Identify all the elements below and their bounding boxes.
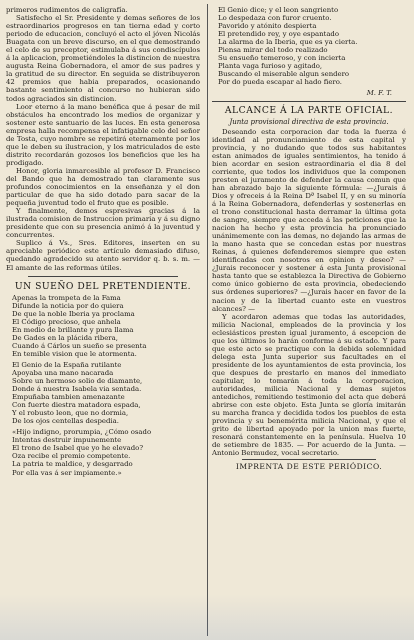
right-column <box>212 6 406 636</box>
left-column <box>6 6 200 636</box>
verse-line: El Código precioso, que anhela <box>12 317 121 326</box>
verse-line: La alarma de la Iberia, que es ya cierta. <box>218 38 358 47</box>
paragraph: Y acordaron ademas que todas las autoridades, milicia Nacional, empleados de la provincia y los eclesiásticos presten igual juramento, á escepcion de que los últimos lo harán conforme á su estado. Y para que este acto se practique con la debida solemnidad delega esta Junta superior sus facultades en el presidente de los ayuntamientos de esta provincia, los que despues de prestarlo en manos del inmediato capitular, lo tomarán á toda la corporacion, autoridades, milicia Nacional y demas sujetos antedichos, remitiendo testimonio del acta que deberá abrirse con este objeto. Esta Junta se gloría imitarán su marcha franca y decidida todos los pueblos de esta provincia y su benemérita milicia Nacional, y que el grito de libertad apoyado por la union mas fuerte, resonará constantemente en la península. Huelva 10 de setiembre de 1835. — Por acuerdo de la Junta. — Antonio Bermudez, vocal secretario. <box>212 312 406 458</box>
imprint-footer: IMPRENTA DE ESTE PERIÓDICO. <box>235 462 383 472</box>
verse-line: Empuñaba tambien amenazante <box>12 393 125 402</box>
verse-line: Su ensueño temeroso, y con incierta <box>218 54 346 63</box>
verse-line: Cuando á Cárlos un sueño se presenta <box>12 341 147 350</box>
section-heading: ALCANCE Á LA PARTE OFICIAL. <box>224 104 394 116</box>
column-divider <box>207 4 208 636</box>
verse-line: «Hijo indigno, prorumpia, ¿Cómo osado <box>12 428 152 437</box>
paragraph: primeros rudimentos de caligrafía. <box>6 6 128 14</box>
paragraph: Deseando esta corporacion dar toda la fuerza é identidad al pronunciamiento de esta capital y provincia, y no dudando que todos sus habitantes estan animados de iguales sentimientos, ha tenido á bien acordar en sesion estraordinaria el dia 8 del corriente, que todos los individuos que la componen presten el juramento de defender la causa comun que han abrazado bajo la siguiente fórmula: —¿Jurais á Dios y ofreceis á la Reina Dª Isabel II, y en su minoría á la Reina Gobernadora, defenderlas y sostenerlas en el trono constitucional hasta derramar la última gota de sangre, siempre que acceda á las peticiones que la nacion ha hecho y esta provincia ha pronunciado unánimemente con las demas, no dejando las armas de la mano hasta que se concedan estas por nuestras Reinas, á quienes defenderemos siempre que esten identificadas con nosotros en opinion y deseo? —¿Jurais reconocer y sostener á esta Junta provisional hasta tanto que se establezca la Directiva de Gobierno como único gobierno de esta provincia, obedeciendo sus órdenes superiores? —¿Jurais hacer en favor de la nacion y de la libertad cuanto este en vuestros alcances? — <box>212 127 406 313</box>
verse-line: Apoyaba una mano nacarada <box>12 368 114 377</box>
verse-line: Y el robusto leon, que no dormia, <box>12 409 129 418</box>
verse-line: Planta vaga furioso y agitado, <box>218 62 323 71</box>
verse-line: Apenas la trompeta de la Fama <box>12 293 121 302</box>
verse-line: La patria te maldice, y desgarrado <box>12 460 133 469</box>
verse-line: Por do pueda escapar al hado fiero. <box>218 78 342 87</box>
stanza <box>12 294 200 358</box>
verse-line: Lo despedaza con furor cruento. <box>218 14 332 23</box>
verse-line: Sobre un hermoso solio de diamante, <box>12 377 143 386</box>
verse-line: Por ella vas á ser impiamente.» <box>12 468 122 477</box>
verse-line: De Gades en la plácida ribera, <box>12 333 118 342</box>
verse-line: El pretendido rey, y oye espantado <box>218 30 339 39</box>
verse-line: De los ojos centellas despedia. <box>12 417 119 426</box>
verse-line: El Genio de la España rutilante <box>12 360 122 369</box>
verse-line: En temible vision que le atormenta. <box>12 349 137 358</box>
separator-rule <box>28 276 178 277</box>
verse-line: El trono de Isabel que yo he elevado? <box>12 444 144 453</box>
paragraph: Satisfecho el Sr. Presidente y demas señores de los estraordinarios progresos en tan tierna edad y corto periodo de educacion, concluyó el acto el jóven Nicolás Buagata con un breve discurso, en el que demostrando el celo de su preceptor, estimulaba á sus condiscípulos á la aplicacion, prometiéndoles la distincion de nuestra augusta Reina Gobernadora, el amor de sus padres y la gratitud de su director. En seguida se distribuyeron 42 premios que habia preparados, ocasionando bastante sentimiento al concurso no hubieran sido todos agraciados sin distincion. <box>6 14 200 103</box>
verse-line: En medio de brillante y pura llama <box>12 325 134 334</box>
poem-continued <box>212 6 406 86</box>
separator-rule <box>212 101 406 102</box>
paragraph: Loor eterno á la mano benéfica que á pesar de mil obstáculos ha encontrado los medios de organizar y sostener este santuario de las luces. En esta generosa empresa halla recompensa el infatigable celo del señor de Tosta, cuyo nombre se repetirá eternamente por los que le deben su ilustracion, y los matriculados de este distrito recordarán gozosos los beneficios que les ha prodigado. <box>6 102 200 167</box>
verse-line: Oza recibe el premio competente. <box>12 452 131 461</box>
paragraph: Suplico á Vs., Sres. Editores, inserten en su apreciable periódico este artículo demasiado difuso, quedando agradecido su atento servidor q. b. s. m. — El amante de las reformas útiles. <box>6 239 200 272</box>
stanza <box>12 361 200 425</box>
verse-line: El Genio dice; y el leon sangriento <box>218 6 339 14</box>
verse-line: Pavorido y atónito despierta <box>218 22 317 31</box>
verse-line: Piensa mirar del todo realizado <box>218 46 328 55</box>
verse-line: Buscando el miserable algun sendero <box>218 70 350 79</box>
verse-line: Con fuerte diestra matadora espada, <box>12 401 141 410</box>
stanza <box>12 428 200 476</box>
stanza <box>218 6 406 86</box>
poem-signature: M. F. T. <box>366 89 392 98</box>
paragraph: Y finalmente, demos espresivas gracias á la ilustrada comision de Instruccion primaria y á su digno presidente que con su presencia animó á la juventud y concurrentes. <box>6 207 200 240</box>
separator-rule <box>242 459 376 460</box>
section-subheading: Junta provisional directiva de esta provincia. <box>229 117 389 126</box>
verse-line: De que la noble Iberia ya proclama <box>12 309 135 318</box>
poem-title: UN SUEÑO DEL PRETENDIENTE. <box>14 280 192 292</box>
verse-line: Difunde la noticia por do quiera <box>12 301 124 310</box>
paragraph: Honor, gloria inmarcesible al profesor D. Francisco del Bando que ha demostrado tan claramente sus profundos conocimientos en la enseñanza y el don particular de que ha sido dotado para sacar de la pequeña juventud todo el fruto que es posible. <box>6 166 200 208</box>
verse-line: Intentas destruir impunemente <box>12 436 122 445</box>
verse-line: Donde á nuestra Isabela via sentada. <box>12 385 142 394</box>
poem <box>6 294 200 477</box>
